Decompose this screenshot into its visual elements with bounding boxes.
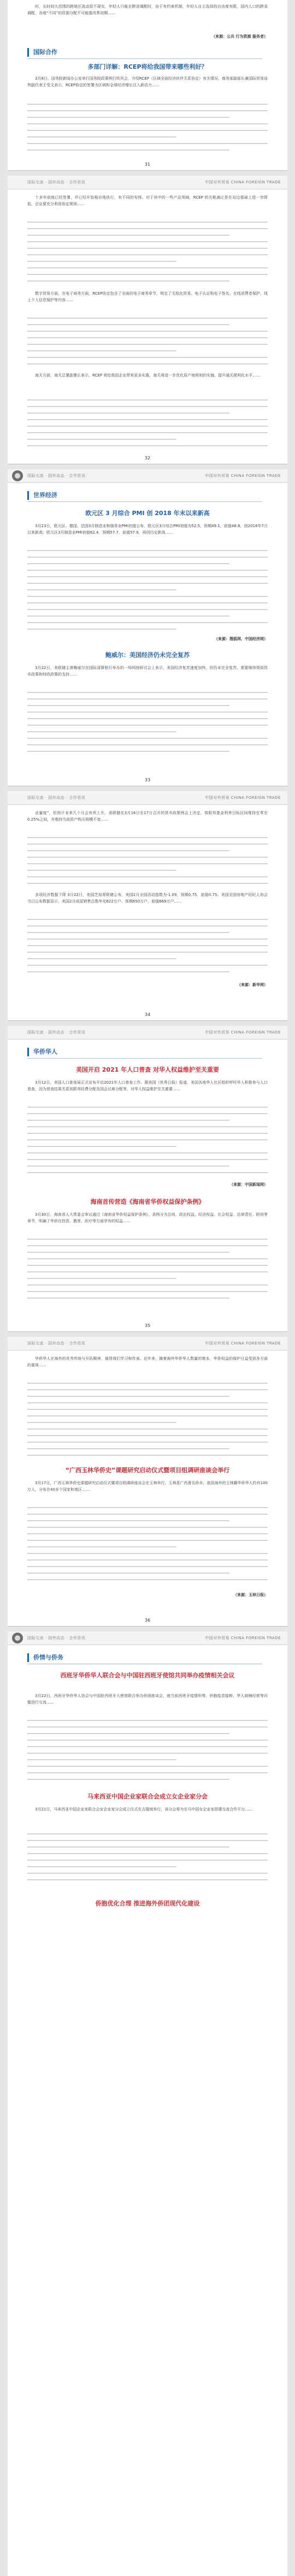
article-heading: 马来西亚中国企业家联合会成立女企业家分会 — [87, 1793, 208, 1800]
page-number: 31 — [144, 162, 151, 167]
article-heading: 鲍威尔：美国经济仍未完全复苏 — [105, 652, 190, 659]
paragraph: 3月22日，西班牙华侨华人协会与中国驻西班牙大使馆联合举办侨团座谈会，就当前西班牙疫情形势、侨胞疫苗接种、华人商铺经营等问题进行交流…… — [27, 1694, 268, 1705]
running-header: 国际交流 · 国外动态 · 合作资讯 中国对外贸易 CHINA FOREIGN TRADE — [8, 1026, 287, 1039]
section-label: 华侨华人 — [27, 1048, 60, 1056]
text-block — [27, 1107, 268, 1179]
paragraph: 数字贸易方面，在电子商务方面，RCEP协定包含了全面的电子商务章节，规定了无纸化贸易、电子认证和电子签名、在线消费者保护、线上个人信息保护等内容…… — [27, 291, 268, 302]
article-heading: 侨胞优化合理 推进海外侨团现代化建设 — [95, 1900, 200, 1907]
article-heading: 西班牙华侨华人联合会与中国驻西班牙使馆共同举办疫情相关会议 — [60, 1672, 235, 1679]
text-block — [27, 1239, 268, 1304]
paragraph: 十多年前就已经签署，并已经开始相应地执行，有不同的安排。对于其中的一些产品领域，RCEP 的关税减让是在双边基础上进一步降低，企业要充分利用协定规则…… — [27, 195, 268, 206]
paragraph: 华侨华人在海外的优秀传统与开拓精神，值得我们学习和传承。近年来，随着海外华侨华人数量的增多，华侨权益的保护日益受到各方面的重视…… — [27, 1356, 268, 1367]
text-block — [27, 919, 268, 978]
running-header: 国际交流 · 国外动态 · 合作资讯 中国对外贸易 CHINA FOREIGN TRADE — [8, 791, 287, 805]
text-block — [27, 222, 268, 287]
article-heading: 海南首传营造《海南省华侨权益保护条例》 — [90, 1198, 205, 1205]
text-block — [27, 1383, 268, 1461]
paragraph: 3月23日，欧元区、德国、法国3月制造业和服务业PMI初值公布，欧元区3月综合PMI初值为52.5，预期49.1，前值48.8，创2018年7月以来新高；欧元区3月制造业PMI初值62.4，预期57.7，前值57.9，再创历史新高…… — [27, 524, 268, 535]
page-number: 33 — [144, 778, 151, 782]
paragraph: 海关方面，海关总署副署长表示，RCEP 将给我国企业带来更多实惠，海关将进一步优化原产地规则的实施，提升通关便利化水平…… — [35, 373, 261, 378]
magazine-page-37 — [8, 1631, 287, 2576]
paragraph: 3月8日，国务院新闻办公室举行国务院政策例行吹风会，介绍RCEP（区域全面经济伙伴关系协定）有关情况。商务部副部长兼国际贸易谈判副代表王受文表示，RCEP协定的签署为区域和全球经济增长注入新动力…… — [27, 76, 268, 87]
magazine-page-34 — [8, 791, 287, 1021]
text-block — [27, 399, 268, 452]
magazine-page-31 — [8, 0, 287, 171]
running-header: 国际交流 · 国外动态 · 合作资讯 中国对外贸易 CHINA FOREIGN TRADE — [8, 469, 287, 483]
article-heading: “广西玉林华侨史”课题研究启动仪式暨项目组调研座谈会举行 — [65, 1467, 230, 1474]
running-header: 国际交流 · 国外动态 · 合作资讯 中国对外贸易 CHINA FOREIGN TRADE — [8, 176, 287, 189]
section-label: 国际合作 — [27, 48, 60, 57]
running-header: 国际交流 · 国外动态 · 合作资讯 中国对外贸易 CHINA FOREIGN TRADE — [8, 1337, 287, 1350]
magazine-page-35 — [8, 1026, 287, 1332]
text-block — [27, 1833, 268, 1886]
page-number: 35 — [144, 1323, 151, 1328]
page-number: 36 — [144, 1618, 151, 1623]
paragraph: 3月17日，广西玉林华侨史课题研究启动仪式暨项目组调研座谈会在玉林举行。玉林是广西著名侨乡，旅居海外的玉林籍华侨华人约有100万人，分布在40多个国家和地区…… — [27, 1481, 268, 1492]
article-heading: 欧元区 3 月综合 PMI 创 2018 年末以来新高 — [85, 510, 210, 517]
section-label: 侨情与侨务 — [27, 1653, 66, 1662]
article-heading: 多部门详解：RCEP将给我国带来哪些利好？ — [87, 63, 208, 70]
text-block — [27, 550, 268, 635]
paragraph: 多项经济数据下降 3月22日，美国芝加哥联储公布，美国2月全国活动指数为-1.09，预期0.75，前值0.75。美国全国房地产经纪人协会当日公布数据显示，美国2月成屋销售总数年化622万户，预期650万户，前值669万户…… — [27, 893, 268, 904]
text-block — [27, 1507, 268, 1586]
text-block — [27, 1720, 268, 1785]
magazine-page-36 — [8, 1337, 287, 1627]
paragraph: 业量度”，但预计未来几个月会有所上升。美联储在3月16日至17日召开的货币政策例会上决定，将联邦基金利率目标区间维持在零至0.25%之间，并维持当前资产购买规模不变…… — [27, 811, 268, 822]
section-label: 世界经济 — [27, 491, 60, 500]
paragraph: 3月22日，美联储主席鲍威尔在国际清算银行举办的一场网络研讨会上表示，美国经济复苏速度加快，但仍未完全复苏，需要继续得到货币政策和财政政策的支持…… — [27, 666, 268, 677]
text-block — [27, 837, 268, 889]
source-note: （来源：玉林日报） — [233, 1593, 268, 1597]
source-note: （来源：搜狐网、中国经济网） — [214, 637, 268, 641]
article-heading: 美国开启 2021 年人口普查 对华人权益维护至关重要 — [75, 1066, 220, 1073]
running-header: 国际交流 · 国外动态 · 合作资讯 中国对外贸易 CHINA FOREIGN TRADE — [8, 1631, 287, 1645]
source-note: （来源：新华网） — [237, 983, 268, 987]
text-block — [27, 692, 268, 757]
source-note: （来源：公共 行为资源 服务者） — [211, 34, 268, 39]
paragraph: 3月21日，马来西亚中国企业家联合会女企业家分会成立仪式在吉隆坡举行，该分会将为在马中国女企业家搭建交流合作平台…… — [35, 1807, 253, 1812]
magazine-logo-icon — [12, 1633, 23, 1643]
source-note: （来源：中国新闻网） — [229, 1182, 268, 1187]
magazine-page-32 — [8, 176, 287, 464]
paragraph: 3月12日，美国人口普查局正式宣布开启2021年人口普查工作。据美国《世界日报》报道，美国各地华人社区组织呼吁华人积极参与人口普查，因为普查结果关系到联邦经费分配及国会议席分配等，对华人权益维护至关重要…… — [27, 1080, 268, 1091]
page-number: 34 — [144, 1012, 151, 1017]
magazine-logo-icon — [12, 470, 23, 481]
text-block — [27, 318, 268, 370]
paragraph: 3月30日，海南省人大常委会审议通过《海南省华侨权益保护条例》，条例分为总则、政治权益、经济权益、社会权益、法律责任、附则等章节，明确了华侨在投资、教育、医疗等方面享有的权益…… — [27, 1212, 268, 1223]
page-number: 32 — [144, 456, 151, 461]
text-block — [27, 104, 268, 156]
magazine-page-33 — [8, 469, 287, 786]
paragraph: 时，长时间大范围的跨地区流动很不现实，年轻人只能在跨省调配时，由于有约束机制，年轻人自主选择的自由度有限，国内人口的跨省调配，各地“不同”的资源分配不可能像改革初期…… — [27, 4, 268, 15]
